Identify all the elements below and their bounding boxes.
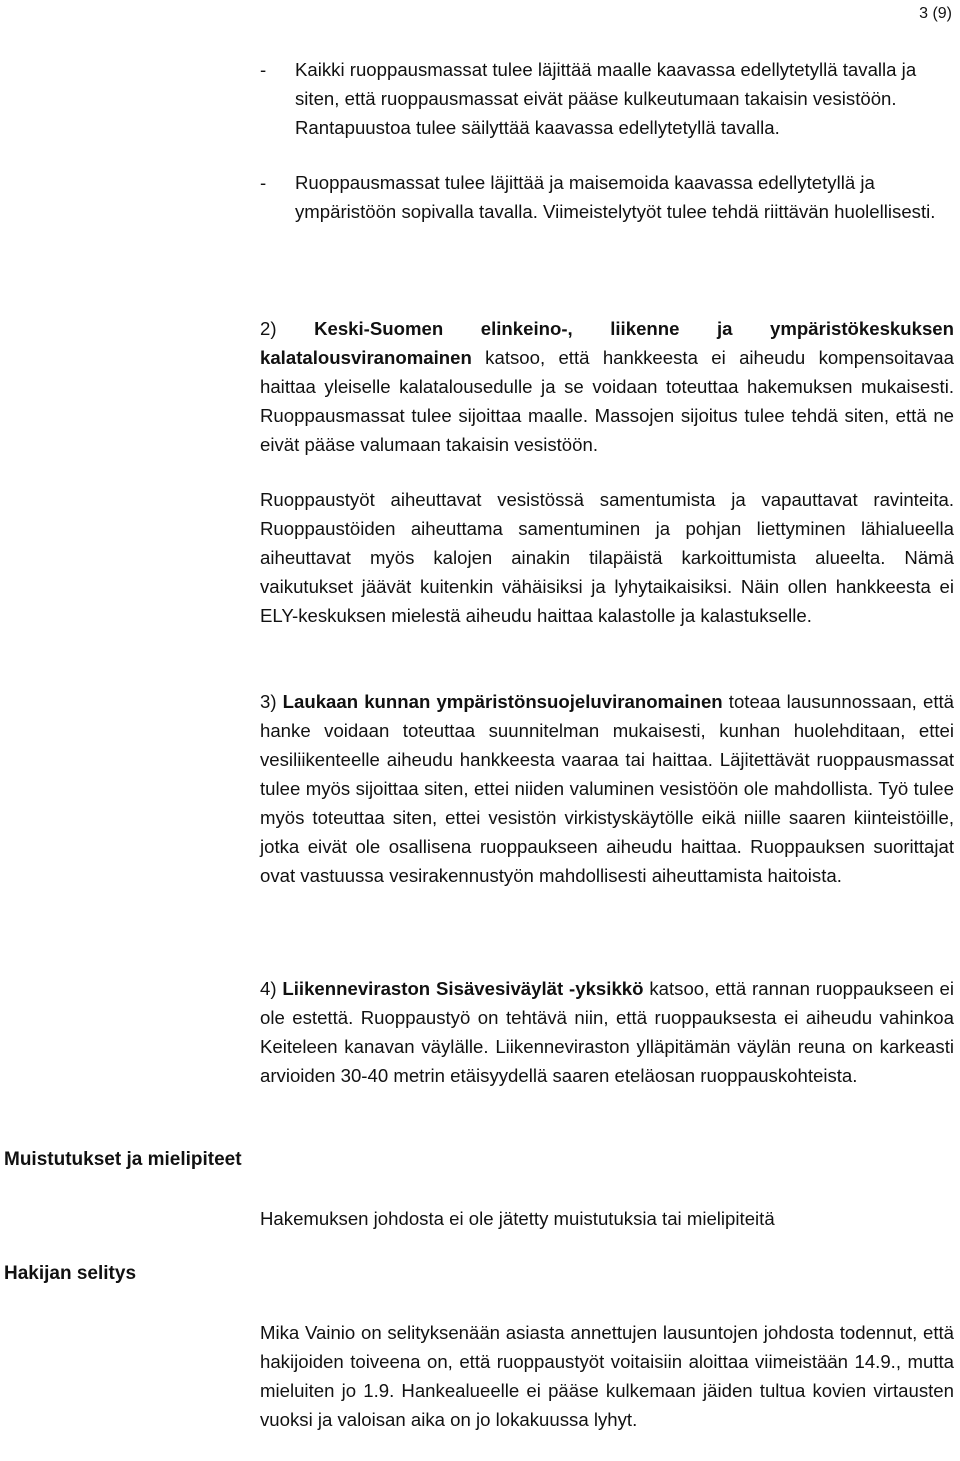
statement-3-paragraph	[260, 687, 954, 890]
statement-2-paragraph	[260, 314, 954, 459]
list-item	[260, 55, 954, 142]
statement-number: 2)	[260, 318, 315, 339]
statement-authority: Keski-Suomen elinkeino-, liikenne ja ympäristökeskuksen kalatalousviranomainen	[260, 318, 954, 368]
requirements-list	[260, 55, 954, 226]
statement-number: 3)	[260, 691, 283, 712]
statement-text: toteaa lausunnossaan, että hanke voidaan toteuttaa suunnitelman mukaisesti, kunhan huolehditaan, ettei vesiliikenteelle aiheudu hankkeesta vaaraa tai haittaa. Läjitettävät ruoppausmassat tulee myös sijoittaa siten, ettei niiden valuminen vesistöön ole mahdollista. Työ tulee myös toteuttaa siten, ettei vesistön virkistyskäytölle eikä niille saaren kiinteistöille, jotka eivät ole osallisena ruoppaukseen aiheudu haittaa. Ruoppauksen suorittajat ovat vastuussa vesirakennustyön mahdollisesti aiheuttamista haitoista.	[260, 691, 954, 886]
statement-2-continuation: Ruoppaustyöt aiheuttavat vesistössä samentumista ja vapauttavat ravinteita. Ruoppaustöiden aiheuttama samentuminen ja pohjan liettyminen lähialueella aiheuttavat myös kalojen ainakin tilapäistä karkoittumista alueelta. Nämä vaikutukset jäävät kuitenkin vähäisiksi ja lyhytaikaisiksi. Näin ollen hankkeesta ei ELY-keskuksen mielestä aiheudu haittaa kalastolle ja kalastukselle.	[260, 489, 954, 626]
list-item	[260, 168, 954, 226]
applicant-text: Mika Vainio on selityksenään asiasta annettujen lausuntojen johdosta todennut, että hakijoiden toiveena on, että ruoppaustyöt voitaisiin aloittaa viimeistään 14.9., mutta mieluiten jo 1.9. Hankealueelle ei pääse kulkemaan jäiden tultua kovien virtausten vuoksi ja valoisan aika on jo lokakuussa lyhyt.	[260, 1322, 954, 1430]
statement-number: 4)	[260, 978, 283, 999]
bullet-dash: -	[260, 59, 267, 80]
applicant-heading: Hakijan selitys	[4, 1263, 137, 1284]
statement-4-paragraph	[260, 974, 954, 1090]
statement-text: katsoo, että hankkeesta ei aiheudu kompensoitavaa haittaa yleiselle kalatalousedulle ja se voidaan toteuttaa hakemuksen mukaisesti. Ruoppausmassat tulee sijoittaa maalle. Massojen sijoitus tulee tehdä siten, että ne eivät pääse valumaan takaisin vesistöön.	[260, 347, 954, 455]
statement-authority: Liikenneviraston Sisävesiväylät -yksikkö	[282, 978, 644, 999]
objections-heading: Muistutukset ja mielipiteet	[4, 1149, 242, 1170]
bullet-dash: -	[260, 172, 267, 193]
statement-text: katsoo, että rannan ruoppaukseen ei ole estettä. Ruoppaustyö on tehtävä niin, että ruoppauksesta ei aiheudu vahinkoa Keiteleen kanavan väylälle. Liikenneviraston ylläpitämän väylän reuna on karkeasti arvioiden 30-40 metrin etäisyydellä saaren eteläosan ruoppauskohteista.	[260, 978, 954, 1086]
list-item-text: Kaikki ruoppausmassat tulee läjittää maalle kaavassa edellytetyllä tavalla ja siten, että ruoppausmassat eivät pääse kulkeutumaan takaisin vesistöön. Rantapuustoa tulee säilyttää kaavassa edellytetyllä tavalla.	[295, 59, 917, 138]
objections-text: Hakemuksen johdosta ei ole jätetty muistutuksia tai mielipiteitä	[260, 1208, 775, 1229]
page-number: 3 (9)	[919, 5, 952, 22]
statement-authority: Laukaan kunnan ympäristönsuojeluviranomainen	[282, 691, 723, 712]
list-item-text: Ruoppausmassat tulee läjittää ja maisemoida kaavassa edellytetyllä ja ympäristöön sopivalla tavalla. Viimeistelytyöt tulee tehdä riittävän huolellisesti.	[295, 172, 936, 222]
